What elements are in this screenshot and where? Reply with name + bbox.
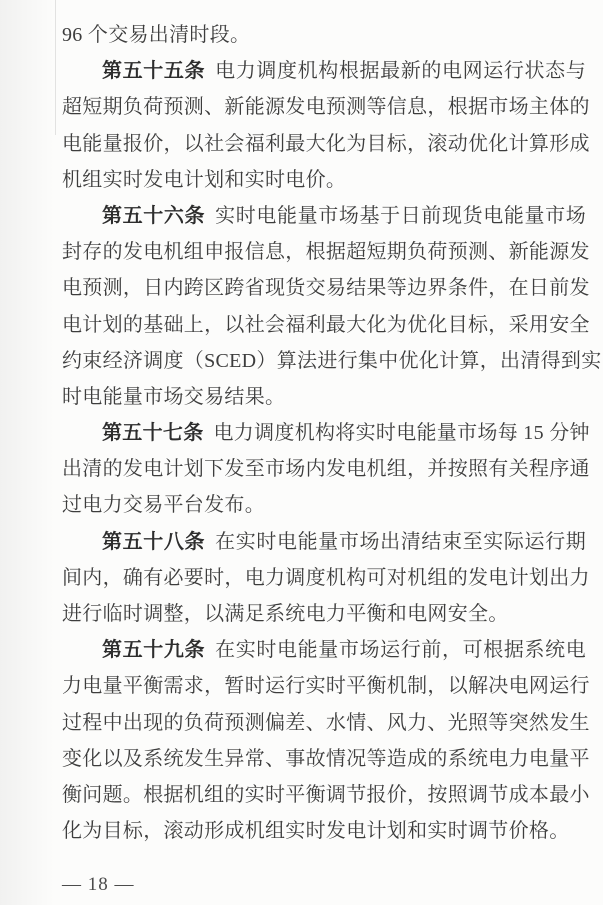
text-line: 电能量报价，以社会福利最大化为目标，滚动优化计算形成 [62,132,590,155]
text-line: 第五十九条 在实时电能量市场运行前，可根据系统电 [102,639,587,662]
text-line: 超短期负荷预测、新能源发电预测等信息，根据市场主体的 [62,96,590,119]
text-line: 力电量平衡需求，暂时运行实时平衡机制，以解决电网运行 [62,675,590,698]
scan-left-shade [0,0,55,905]
article-number: 第五十九条 [102,639,206,662]
text-line: 电预测，日内跨区跨省现货交易结果等边界条件，在日前发 [62,277,590,300]
article-number: 第五十六条 [102,204,206,227]
article-number: 第五十七条 [102,422,204,445]
text-line: 进行临时调整，以满足系统电力平衡和电网安全。 [62,603,509,625]
text-line: 出清的发电计划下发至市场内发电机组，并按照有关程序通 [62,458,590,481]
text-line: 电计划的基础上，以社会福利最大化为优化目标，采用安全 [62,313,590,336]
text-line: 变化以及系统发生异常、事故情况等造成的系统电力电量平 [62,747,590,770]
text-line: 96 个交易出清时段。 [62,24,251,46]
article-number: 第五十五条 [102,60,206,83]
text-line: 化为目标，滚动形成机组实时发电计划和实时调节价格。 [62,820,570,843]
text-line: 第五十六条 实时电能量市场基于日前现货电能量市场 [102,204,587,227]
scan-edge-line [55,0,56,135]
page-footer [62,874,135,896]
article-number: 第五十八条 [102,530,206,553]
text-line: 时电能量市场交易结果。 [62,385,286,408]
text-line: 第五十五条 电力调度机构根据最新的电网运行状态与 [102,60,587,83]
text-line: 机组实时发电计划和实时电价。 [62,168,347,191]
text-line: 第五十七条 电力调度机构将实时电能量市场每 15 分钟 [102,422,590,445]
page-number: — 18 — [62,874,135,895]
text-line: 间内，确有必要时，电力调度机构可对机组的发电计划出力 [62,566,590,589]
text-line: 衡问题。根据机组的实时平衡调节报价，按照调节成本最小 [62,783,590,806]
text-line: 第五十八条 在实时电能量市场出清结束至实际运行期 [102,530,587,553]
document-body [62,17,602,849]
text-line: 过电力交易平台发布。 [62,494,265,517]
text-line: 封存的发电机组申报信息，根据超短期负荷预测、新能源发 [62,241,590,264]
text-line: 约束经济调度（SCED）算法进行集中优化计算，出清得到实 [62,349,602,372]
text-line: 过程中出现的负荷预测偏差、水情、风力、光照等突然发生 [62,711,590,734]
